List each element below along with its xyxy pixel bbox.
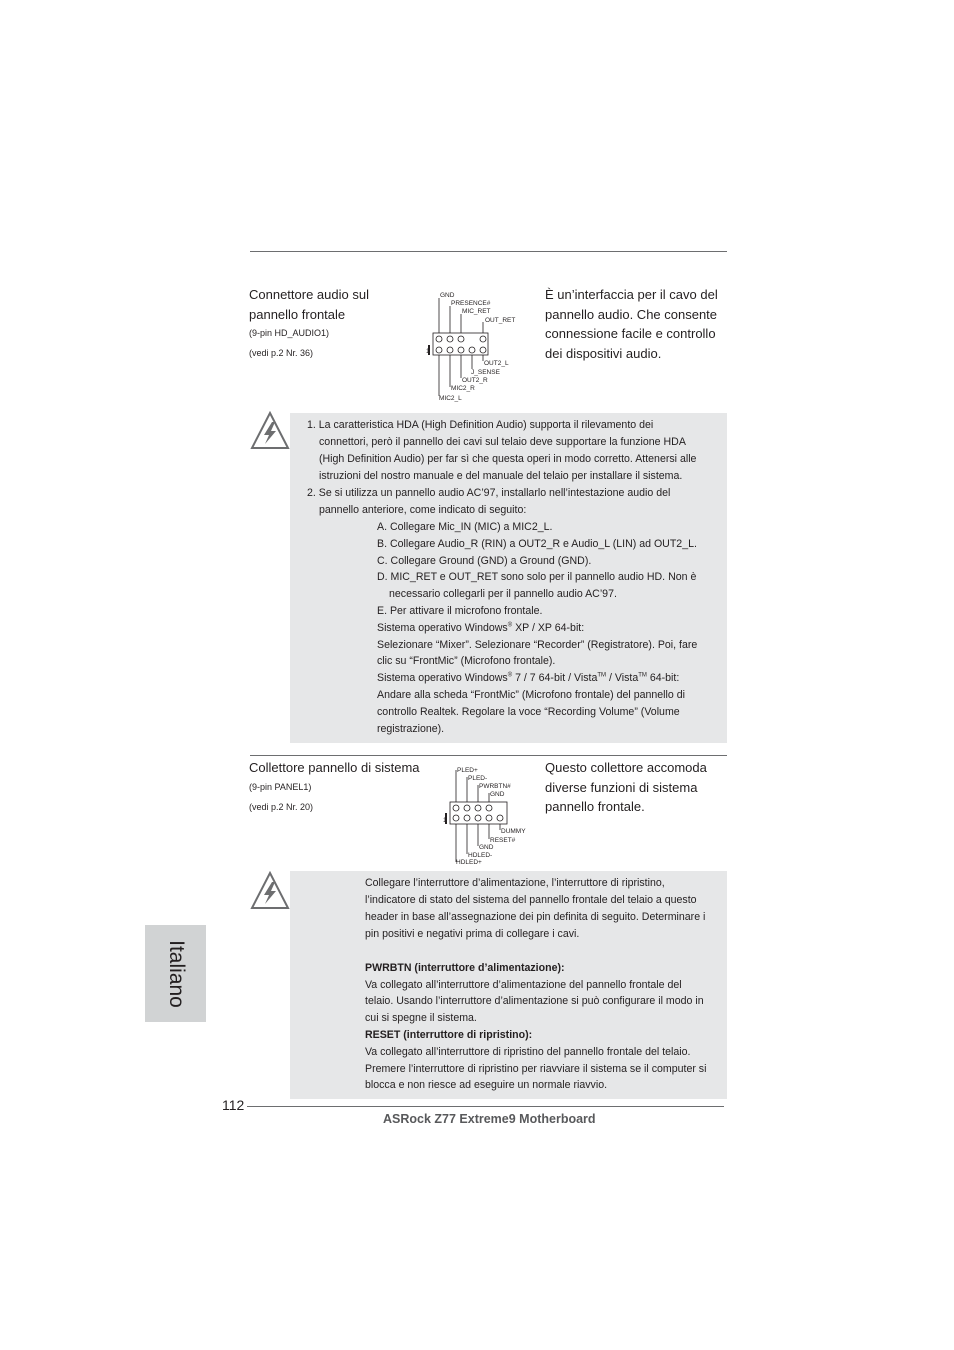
audio-connector-title: Connettore audio sul pannello frontale bbox=[249, 287, 369, 322]
audio-page-ref: (vedi p.2 Nr. 36) bbox=[249, 348, 314, 358]
page-number: 112 bbox=[222, 1097, 245, 1113]
product-name: ASRock Z77 Extreme9 Motherboard bbox=[383, 1112, 596, 1126]
label-pin1: 1 bbox=[426, 348, 430, 355]
warning-icon bbox=[250, 411, 290, 451]
label-mic2-r: MIC2_R bbox=[451, 385, 475, 392]
label-out-ret: OUT_RET bbox=[485, 317, 516, 324]
audio-pin-spec: (9-pin HD_AUDIO1) bbox=[249, 328, 330, 338]
audio-connector-description: È un’interfaccia per il cavo del pannello audio. Che consente connessione facile e controllo dei dispositivi audio. bbox=[545, 287, 718, 361]
warning-icon bbox=[250, 871, 290, 911]
label-hdled-plus: HDLED+ bbox=[456, 859, 482, 866]
label-pled-minus: PLED- bbox=[468, 775, 488, 782]
label-gnd-bottom: GND bbox=[479, 844, 494, 851]
label-panel-pin1: 1 bbox=[443, 817, 447, 824]
label-gnd-top: GND bbox=[490, 791, 505, 798]
label-reset: RESET# bbox=[490, 837, 516, 844]
label-gnd: GND bbox=[440, 292, 455, 299]
middle-divider bbox=[250, 755, 727, 756]
panel-pin-spec: (9-pin PANEL1) bbox=[249, 782, 312, 792]
label-dummy: DUMMY bbox=[501, 828, 526, 835]
panel-note-box: Collegare l’interruttore d’alimentazione, l’interruttore di ripristino, l’indicatore di stato del sistema del pannello frontale del telaio a questo header in base all’assegnazione dei pin definita di seguito. Determinare i pin positivi e negativi prima di collegare i cavi. PWRBTN (interruttore d’alimentazione): Va collegato all’interruttore d’alimentazione del pannello frontale del telaio. Usando l’interruttore d’alimentazione si può configurare il modo in cui si spegne il sistema. RESET (interruttore di ripristino): Va collegato all’interruttore di ripristino del pannello frontale del telaio. Premere l’interruttore di ripristino per riavviare il sistema se il computer si blocca e non riesce ad eseguire un normale riavvio. bbox=[290, 871, 727, 1099]
label-j-sense: J_SENSE bbox=[471, 369, 500, 376]
label-out2-r: OUT2_R bbox=[462, 377, 488, 384]
label-mic2-l: MIC2_L bbox=[439, 395, 462, 402]
panel-header-description: Questo collettore accomoda diverse funzioni di sistema pannello frontale. bbox=[545, 760, 707, 814]
language-side-tab bbox=[145, 925, 206, 1022]
hd-audio-pinout-diagram bbox=[425, 288, 525, 404]
label-hdled-minus: HDLED- bbox=[468, 852, 493, 859]
hda-note-box: 1. La caratteristica HDA (High Definition Audio) supporta il rilevamento dei connettori, però il pannello dei cavi sul telaio deve supportare la funzione HDA (High Definition Audio) per far sì che questa operi in modo corretto. Attenersi alle istruzioni del nostro manuale e del manuale del telaio per installare il sistema. 2. Se si utilizza un pannello audio AC’97, installarlo nell’intestazione audio del pannello anteriore, come indicato di seguito: A. Collegare Mic_IN (MIC) a MIC2_L. B. Collegare Audio_R (RIN) a OUT2_R e Audio_L (LIN) ad OUT2_L. C. Collegare Ground (GND) a Ground (GND). D. MIC_RET e OUT_RET sono solo per il pannello audio HD. Non è necessario collegarli per il pannello audio AC’97. E. Per attivare il microfono frontale. Sistema operativo Windows® XP / XP 64-bit: Selezionare “Mixer”. Selezionare “Recorder” (Registratore). Poi, fare clic su “FrontMic” (Microfono frontale). Sistema operativo Windows® 7 / 7 64-bit / Vista™ / Vista™ 64-bit: Andare alla scheda “FrontMic” (Microfono frontale) del pannello di controllo Realtek. Regolare la voce “Recording Volume” (Volume registrazione). bbox=[290, 413, 727, 743]
label-presence: PRESENCE# bbox=[451, 300, 491, 307]
system-panel-pinout-diagram bbox=[443, 762, 533, 866]
language-label: Italiano bbox=[164, 939, 188, 1008]
label-mic-ret: MIC_RET bbox=[462, 308, 491, 315]
label-out2-l: OUT2_L bbox=[484, 360, 509, 367]
label-pwrbtn: PWRBTN# bbox=[479, 783, 511, 790]
footer-divider bbox=[247, 1106, 724, 1107]
top-divider bbox=[250, 251, 727, 252]
panel-header-title: Collettore pannello di sistema bbox=[249, 760, 420, 775]
panel-page-ref: (vedi p.2 Nr. 20) bbox=[249, 802, 314, 812]
label-pled-plus: PLED+ bbox=[457, 767, 478, 774]
